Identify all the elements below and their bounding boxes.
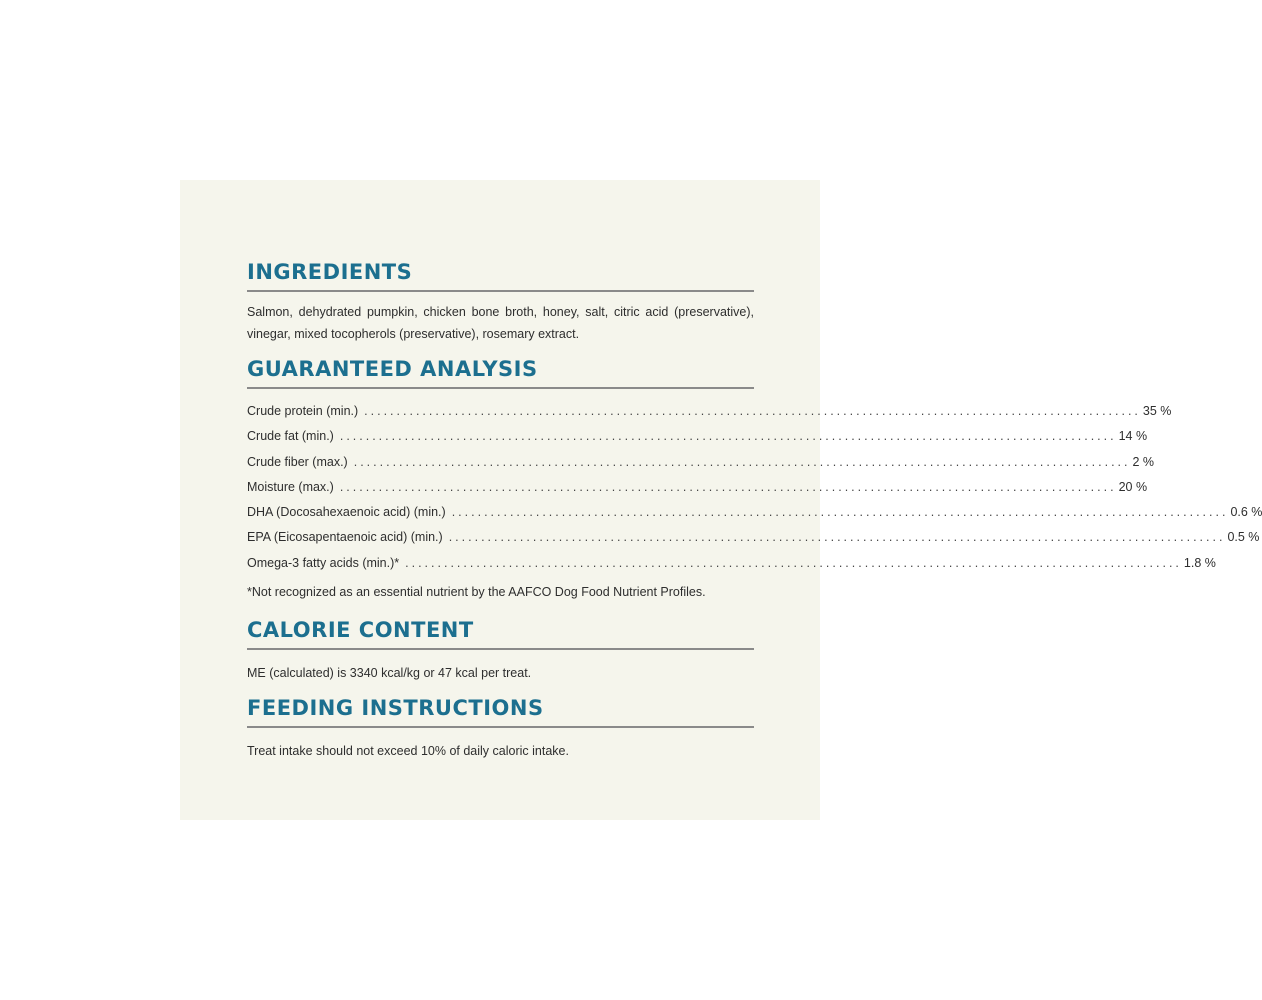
feeding-instructions-heading: FEEDING INSTRUCTIONS <box>247 694 754 728</box>
analysis-row <box>247 525 1260 550</box>
feeding-text: Treat intake should not exceed 10% of daily caloric intake. <box>247 744 569 759</box>
analysis-row <box>247 424 1148 449</box>
calorie-text: ME (calculated) is 3340 kcal/kg or 47 kcal per treat. <box>247 666 532 681</box>
calorie-content-heading: CALORIE CONTENT <box>247 616 754 650</box>
analysis-row <box>247 475 1148 500</box>
dot-leader: ........................................................................................................................ <box>451 505 1229 520</box>
analysis-value: 35 % <box>1142 404 1172 418</box>
analysis-label: DHA (Docosahexaenoic acid) (min.) <box>247 505 446 520</box>
analysis-label: Moisture (max.) <box>247 479 334 494</box>
analysis-value: 2 % <box>1132 454 1155 469</box>
ingredients-text: Salmon, dehydrated pumpkin, chicken bone broth, honey, salt, citric acid (preservative), vinegar, mixed tocopherols (preservative), rosemary extract. <box>247 305 754 341</box>
analysis-label: Crude fat (min.) <box>247 429 334 444</box>
analysis-list <box>247 399 1262 576</box>
dot-leader: ........................................................................................................................ <box>353 454 1131 469</box>
analysis-value: 14 % <box>1118 429 1148 444</box>
analysis-footnote: *Not recognized as an essential nutrient by the AAFCO Dog Food Nutrient Profiles. <box>247 585 706 600</box>
analysis-value: 1.8 % <box>1183 555 1216 570</box>
label-panel <box>180 180 1262 820</box>
analysis-row <box>247 500 1262 525</box>
analysis-value: 20 % <box>1118 479 1148 494</box>
analysis-label: EPA (Eicosapentaenoic acid) (min.) <box>247 530 443 545</box>
analysis-label: Omega-3 fatty acids (min.)* <box>247 555 400 570</box>
analysis-label: Crude fiber (max.) <box>247 454 348 469</box>
label-content <box>247 258 1262 772</box>
analysis-value: 0.6 % <box>1230 505 1262 520</box>
guaranteed-analysis-heading: GUARANTEED ANALYSIS <box>247 355 754 389</box>
analysis-value: 0.5 % <box>1227 530 1260 545</box>
dot-leader: ........................................................................................................................ <box>339 479 1117 494</box>
analysis-row <box>247 399 1172 424</box>
analysis-row <box>247 551 1216 576</box>
dot-leader: ........................................................................................................................ <box>339 429 1117 444</box>
analysis-label: Crude protein (min.) <box>247 404 359 418</box>
ingredients-heading: INGREDIENTS <box>247 258 754 292</box>
analysis-row <box>247 450 1155 475</box>
dot-leader: ........................................................................................................................ <box>448 530 1226 545</box>
dot-leader: ........................................................................................................................ <box>405 555 1182 570</box>
dot-leader: ........................................................................................................................ <box>364 404 1141 418</box>
